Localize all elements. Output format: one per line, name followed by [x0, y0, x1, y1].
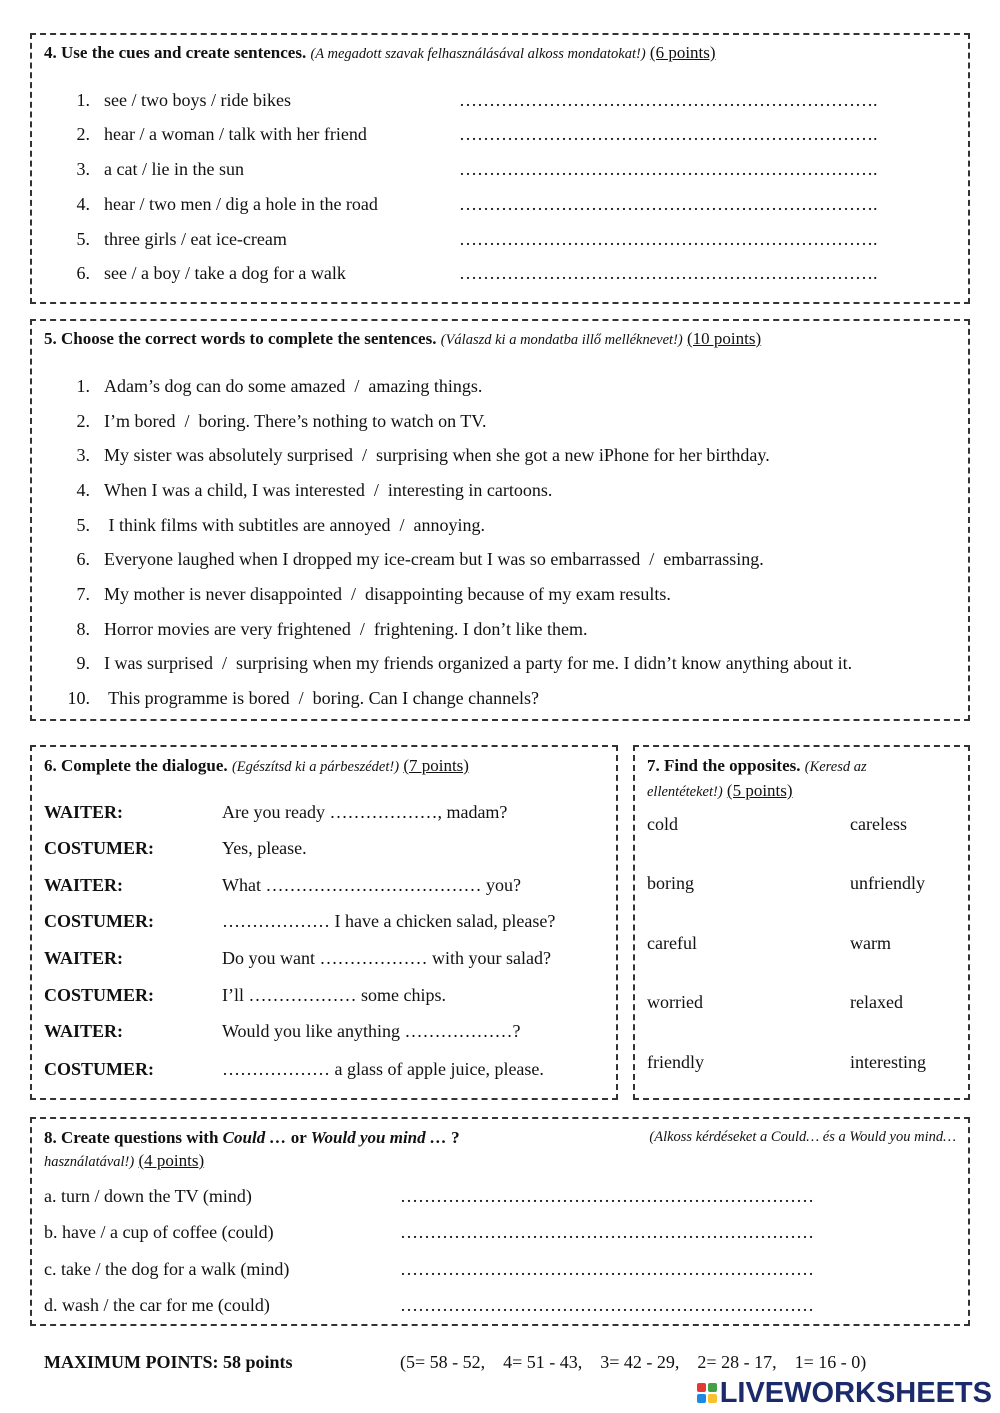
opposite-word-left[interactable]: careful — [647, 933, 697, 953]
exercise-5-title — [44, 327, 761, 352]
logo-square-3 — [697, 1394, 706, 1403]
logo-square-4 — [708, 1394, 717, 1403]
sentence-choice[interactable]: My mother is never disappointed / disappointing because of my exam results. — [104, 584, 671, 604]
cue-text: hear / two men / dig a hole in the road — [104, 194, 378, 214]
max-points: MAXIMUM POINTS: 58 points — [44, 1352, 293, 1372]
question-cue: a. turn / down the TV (mind) — [44, 1186, 252, 1206]
logo-mark-icon — [697, 1383, 717, 1403]
exercise-4-title — [44, 41, 716, 66]
exercise-5-points: (10 points) — [687, 329, 762, 348]
exercise-4-points: (6 points) — [649, 43, 716, 62]
sentence-choice[interactable]: I think films with subtitles are annoyed / annoying. — [104, 515, 485, 535]
cue-number: 1. — [76, 90, 90, 110]
opposite-word-right[interactable]: interesting — [850, 1052, 926, 1072]
question-cue: b. have / a cup of coffee (could) — [44, 1222, 274, 1242]
cue-text: hear / a woman / talk with her friend — [104, 124, 367, 144]
opposite-word-left[interactable]: friendly — [647, 1052, 704, 1072]
opposite-word-right[interactable]: careless — [850, 814, 907, 834]
sentence-number: 4. — [76, 480, 90, 500]
sentence-choice[interactable]: Horror movies are very frightened / frightening. I don’t like them. — [104, 619, 588, 639]
dialogue-speaker: WAITER: — [44, 875, 124, 895]
exercise-8-title — [44, 1126, 956, 1174]
exercise-6-hint: (Egészítsd ki a párbeszédet!) — [231, 759, 400, 775]
exercise-7-points: (5 points) — [726, 781, 793, 800]
logo-square-2 — [708, 1383, 717, 1392]
sentence-choice[interactable]: Adam’s dog can do some amazed / amazing things. — [104, 376, 483, 396]
dialogue-line[interactable]: ……………… a glass of apple juice, please. — [222, 1059, 544, 1079]
exercise-4-hint: (A megadott szavak felhasználásával alkoss mondatokat!) — [310, 46, 646, 62]
exercise-7-heading: 7. Find the opposites. — [647, 756, 801, 775]
answer-blank[interactable]: ……………………………………………………………. — [459, 229, 878, 249]
opposite-word-right[interactable]: unfriendly — [850, 873, 925, 893]
grading-scale: (5= 58 - 52, 4= 51 - 43, 3= 42 - 29, 2= 28 - 17, 1= 16 - 0) — [400, 1352, 867, 1372]
dialogue-line[interactable]: What ……………………………… you? — [222, 875, 521, 895]
sentence-number: 8. — [76, 619, 90, 639]
sentence-choice[interactable]: Everyone laughed when I dropped my ice-cream but I was so embarrassed / embarrassing. — [104, 549, 764, 569]
exercise-8-points: (4 points) — [138, 1151, 205, 1170]
logo-text: LIVEWORKSHEETS — [719, 1376, 992, 1409]
dialogue-speaker: COSTUMER: — [44, 985, 155, 1005]
exercise-8-or: or — [286, 1128, 311, 1147]
sentence-choice[interactable]: My sister was absolutely surprised / surprising when she got a new iPhone for her birthday. — [104, 445, 770, 465]
sentence-number: 7. — [76, 584, 90, 604]
cue-number: 4. — [76, 194, 90, 214]
exercise-5-heading: 5. Choose the correct words to complete the sentences. — [44, 329, 437, 348]
sentence-number: 6. — [76, 549, 90, 569]
opposite-word-left[interactable]: cold — [647, 814, 678, 834]
sentence-number: 10. — [67, 688, 90, 708]
exercise-8-qmark: ? — [446, 1128, 460, 1147]
exercise-6-points: (7 points) — [403, 756, 469, 775]
dialogue-line[interactable]: Do you want ……………… with your salad? — [222, 948, 551, 968]
logo-square-1 — [697, 1383, 706, 1392]
exercise-8-heading: 8. Create questions with — [44, 1128, 223, 1147]
question-cue: d. wash / the car for me (could) — [44, 1295, 270, 1315]
opposite-word-right[interactable]: warm — [850, 933, 891, 953]
exercise-7-hint-1: (Keresd az — [804, 759, 867, 775]
exercise-6-heading: 6. Complete the dialogue. — [44, 756, 228, 775]
exercise-7-hint-2: ellentéteket!) — [647, 784, 723, 800]
sentence-choice[interactable]: This programme is bored / boring. Can I change channels? — [104, 688, 540, 708]
exercise-4-heading: 4. Use the cues and create sentences. — [44, 43, 307, 62]
exercise-8-hint-1: (Alkoss kérdéseket a Could… és a Would you mind… — [649, 1129, 956, 1145]
cue-text: a cat / lie in the sun — [104, 159, 244, 179]
dialogue-line[interactable]: I’ll ……………… some chips. — [222, 985, 446, 1005]
dialogue-speaker: WAITER: — [44, 802, 124, 822]
answer-blank[interactable]: …………………………………………………………… — [400, 1295, 814, 1315]
answer-blank[interactable]: ……………………………………………………………. — [459, 263, 878, 283]
sentence-number: 2. — [76, 411, 90, 431]
answer-blank[interactable]: …………………………………………………………… — [400, 1259, 814, 1279]
sentence-choice[interactable]: I was surprised / surprising when my friends organized a party for me. I didn’t know anything about it. — [104, 653, 853, 673]
dialogue-speaker: WAITER: — [44, 1021, 124, 1041]
answer-blank[interactable]: ……………………………………………………………. — [459, 194, 878, 214]
exercise-8-could: Could … — [222, 1128, 287, 1147]
sentence-number: 1. — [76, 376, 90, 396]
opposite-word-left[interactable]: boring — [647, 873, 694, 893]
liveworksheets-logo — [697, 1378, 992, 1408]
cue-text: see / two boys / ride bikes — [104, 90, 291, 110]
exercise-7-title — [647, 754, 957, 804]
cue-number: 2. — [76, 124, 90, 144]
opposite-word-left[interactable]: worried — [647, 992, 703, 1012]
exercise-8-mind: Would you mind … — [310, 1128, 447, 1147]
sentence-number: 5. — [76, 515, 90, 535]
dialogue-line[interactable]: Yes, please. — [222, 838, 307, 858]
sentence-choice[interactable]: When I was a child, I was interested / interesting in cartoons. — [104, 480, 553, 500]
answer-blank[interactable]: …………………………………………………………… — [400, 1222, 814, 1242]
dialogue-line[interactable]: ……………… I have a chicken salad, please? — [222, 911, 556, 931]
dialogue-line[interactable]: Would you like anything ………………? — [222, 1021, 521, 1041]
answer-blank[interactable]: ……………………………………………………………. — [459, 159, 878, 179]
dialogue-speaker: COSTUMER: — [44, 1059, 155, 1079]
cue-text: see / a boy / take a dog for a walk — [104, 263, 346, 283]
sentence-number: 3. — [76, 445, 90, 465]
cue-number: 5. — [76, 229, 90, 249]
exercise-8-hint-2: használatával!) — [44, 1154, 135, 1170]
sentence-choice[interactable]: I’m bored / boring. There’s nothing to watch on TV. — [104, 411, 487, 431]
sentence-number: 9. — [76, 653, 90, 673]
answer-blank[interactable]: ……………………………………………………………. — [459, 90, 878, 110]
opposite-word-right[interactable]: relaxed — [850, 992, 903, 1012]
cue-text: three girls / eat ice-cream — [104, 229, 287, 249]
dialogue-speaker: COSTUMER: — [44, 838, 155, 858]
answer-blank[interactable]: ……………………………………………………………. — [459, 124, 878, 144]
exercise-6-title — [44, 754, 469, 779]
cue-number: 3. — [76, 159, 90, 179]
dialogue-speaker: COSTUMER: — [44, 911, 155, 931]
answer-blank[interactable]: …………………………………………………………… — [400, 1186, 814, 1206]
dialogue-line[interactable]: Are you ready ………………, madam? — [222, 802, 508, 822]
exercise-5-hint: (Válaszd ki a mondatba illő melléknevet!) — [440, 332, 683, 348]
dialogue-speaker: WAITER: — [44, 948, 124, 968]
cue-number: 6. — [76, 263, 90, 283]
question-cue: c. take / the dog for a walk (mind) — [44, 1259, 290, 1279]
